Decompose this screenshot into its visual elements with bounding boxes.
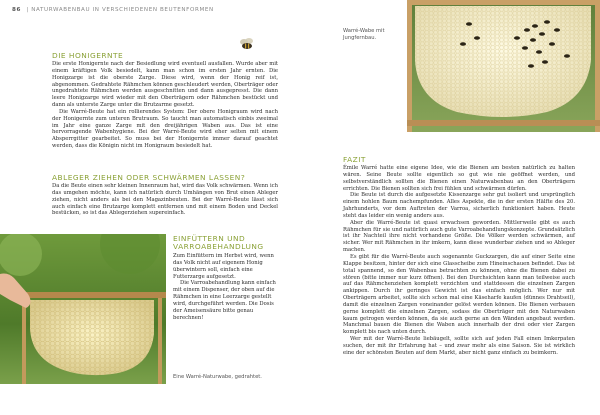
- paragraph: Da die Beute einen sehr kleinen Innenraum hat, wird das Volk schwärmen. Wenn ich das umgehen möchte, kann ich natürlich durch Umhängen von Brut einen Ableger ziehen, nicht anders als bei den Magazinbeuten. Bei der Warré-Beute lässt sich auch einfach eine Brutzarge komplett entfernen und mit einem Boden und Deckel bestücken, so ist das Ablegerziehen supereinfach.: [52, 183, 278, 217]
- text-ableger: [52, 183, 278, 217]
- photo-jungfernbau: [407, 0, 600, 132]
- photo-naturwabe: [0, 234, 166, 384]
- heading-fazit: FAZIT: [343, 155, 366, 164]
- heading-fuettern: [173, 235, 264, 251]
- paragraph: Es gibt für die Warré-Beute auch sogenannte Guckzargen, die auf einer Seite eine Klappe besitzen, hinter der sich eine Glasscheibe zum Hineinschauen befindet. Das ist total spannend, so den Wabenbau betrachten zu können, ohne die Bienen dabei zu stören (bitte immer nur kurz öffnen). Bei den Durchsichten kann man teilweise auch auf das Rähmchenziehen komplett verzichten und stattdessen die einzelnen Zargen ankippen. Durch ihr geringes Gewicht ist das einfach möglich. Wer nur mit Oberträgern arbeitet, sollte sich schon mal eine Käseharfe kaufen (dünnes Drahtseil), damit die einzelnen Zargen voneinander gelöst werden können. Die Bienen verbauen gerne komplett die einzelnen Zargen, sodass die Oberträger mit den Naturwaben kaum getrogen werden können, da sie auch gerne an den Wänden angebaut werden. Manchmal bauen die Bienen die Waben auch innerhalb der drei oder vier Zargen komplett bis nach unten durch.: [343, 253, 575, 336]
- heading-fuettern-line2: VARROABEHANDLUNG: [173, 242, 264, 251]
- paragraph: Die Beute ist durch die aufgesetzte Kissenzarge sehr gut isoliert und ursprünglich einem hohlen Baum nachempfunden. Alles Aspekte, die in der ersten Hälfte des 20. Jahrhunderts, vor dem Auftreten der Varroa, sicherlich funktioniert haben. Heute steht das leider ein wenig anders aus.: [343, 192, 575, 219]
- heading-honigernte: DIE HONIGERNTE: [52, 51, 124, 60]
- paragraph: Die Warré-Beute hat ein rollierendes System: Der obere Honigraum wird nach der Honigernte zum unteren Brutraum. So taucht man automatisch einbis zweimal im Jahr eine ganze Zarge mit den dreijährigen Waben aus. Das ist eine hervorragende Wabenhygiene. Bei der Warré-Beute wird eher selten mit einem Absperrgitter gearbeitet. So muss bei der Honigernte immer darauf geachtet werden, dass die Königin nicht im Honigraum besiedelt hat.: [52, 108, 278, 150]
- caption-naturwabe: Eine Warré-Naturwabe, gedrahtet.: [173, 374, 262, 380]
- page-number: 86: [12, 7, 21, 13]
- paragraph: Émile Warré hatte eine eigene Idee, wie die Bienen am besten natürlich zu halten wären. Seine Beute sollte eigentlich so gut wie nie geöffnet werden, und selbstverständlich sollten die Bienen einen Naturwabenbau an den Oberträgern errichten. Die Bienen sollten sich frei fühlen und schwärmen dürfen.: [343, 165, 575, 192]
- text-fuettern: [173, 253, 277, 321]
- paragraph: Die erste Honigernte nach der Besiedlung wird eventuell ausfallen. Wurde aber mit einem kräftigen Volk besiedelt, kann man schon im ersten Jahr ernten. Die Honigzarge ist die oberste Zarge. Diese wird, wenn der Honig reif ist, abgenommen. Gedrahtete Rähmchen können geschleudert werden, Oberträger oder ungedrahtete Rähmchen werden ausgeschnitten und dann ausgepresst. Die dann leere Honigzarge wird wieder mit den Oberträgern oder Rähmchen bestückt und dann als unterste Zarge unter die Brutzarme gesetzt.: [52, 61, 278, 109]
- paragraph: Wer mit der Warré-Beute liebäugelt, sollte sich auf jeden Fall einen Imkerpaten suchen, der mit ihr Erfahrung hat – und zwar mehr als eine Saison. Sie ist wirklich eine der schönsten Beuten auf dem Markt, aber nicht ganz einfach zu beimkern.: [343, 336, 575, 356]
- heading-ableger: ABLEGER ZIEHEN ODER SCHWÄRMEN LASSEN?: [52, 173, 246, 182]
- header-separator: |: [26, 7, 29, 13]
- paragraph: Aber die Warré-Beute ist quasi erwachsen geworden. Mittlerweile gibt es auch Rähmchen für sie und natürlich auch gute Varroabehandlungskonzepte. Grundsätzlich ist ihr Nachteil ihre nicht vorhandene Größe. Die Völker werden schwärmen, auf sicher. Wer mit Rähmchen in ihr imkern, kann diese wunderbar ziehen und so Ableger machen.: [343, 219, 575, 254]
- text-honigernte: [52, 61, 278, 150]
- caption-jungfernbau: Warré-Wabe mit Jungfernbau.: [343, 28, 385, 41]
- running-title: NATURWABENBAU IN VERSCHIEDENEN BEUTENFORMEN: [31, 7, 214, 13]
- text-fazit: [343, 165, 575, 357]
- bee-icon: [238, 37, 256, 51]
- paragraph: Die Varroabehandlung kann einfach mit einem Dispenser, der oben auf die Rähmchen in eine Leerzarge gestellt wird, durchgeführt werden. Die Dosis der Ameisensäure bitte genau berechnen!: [173, 280, 276, 321]
- running-header: [12, 7, 214, 13]
- heading-fuettern-line1: EINFÜTTERN UND: [173, 234, 246, 243]
- paragraph: Zum Einfüttern im Herbst wird, wenn das Volk nicht auf eigenem Honig überwintern soll, einfach eine Futterzarge aufgesetzt.: [173, 253, 274, 280]
